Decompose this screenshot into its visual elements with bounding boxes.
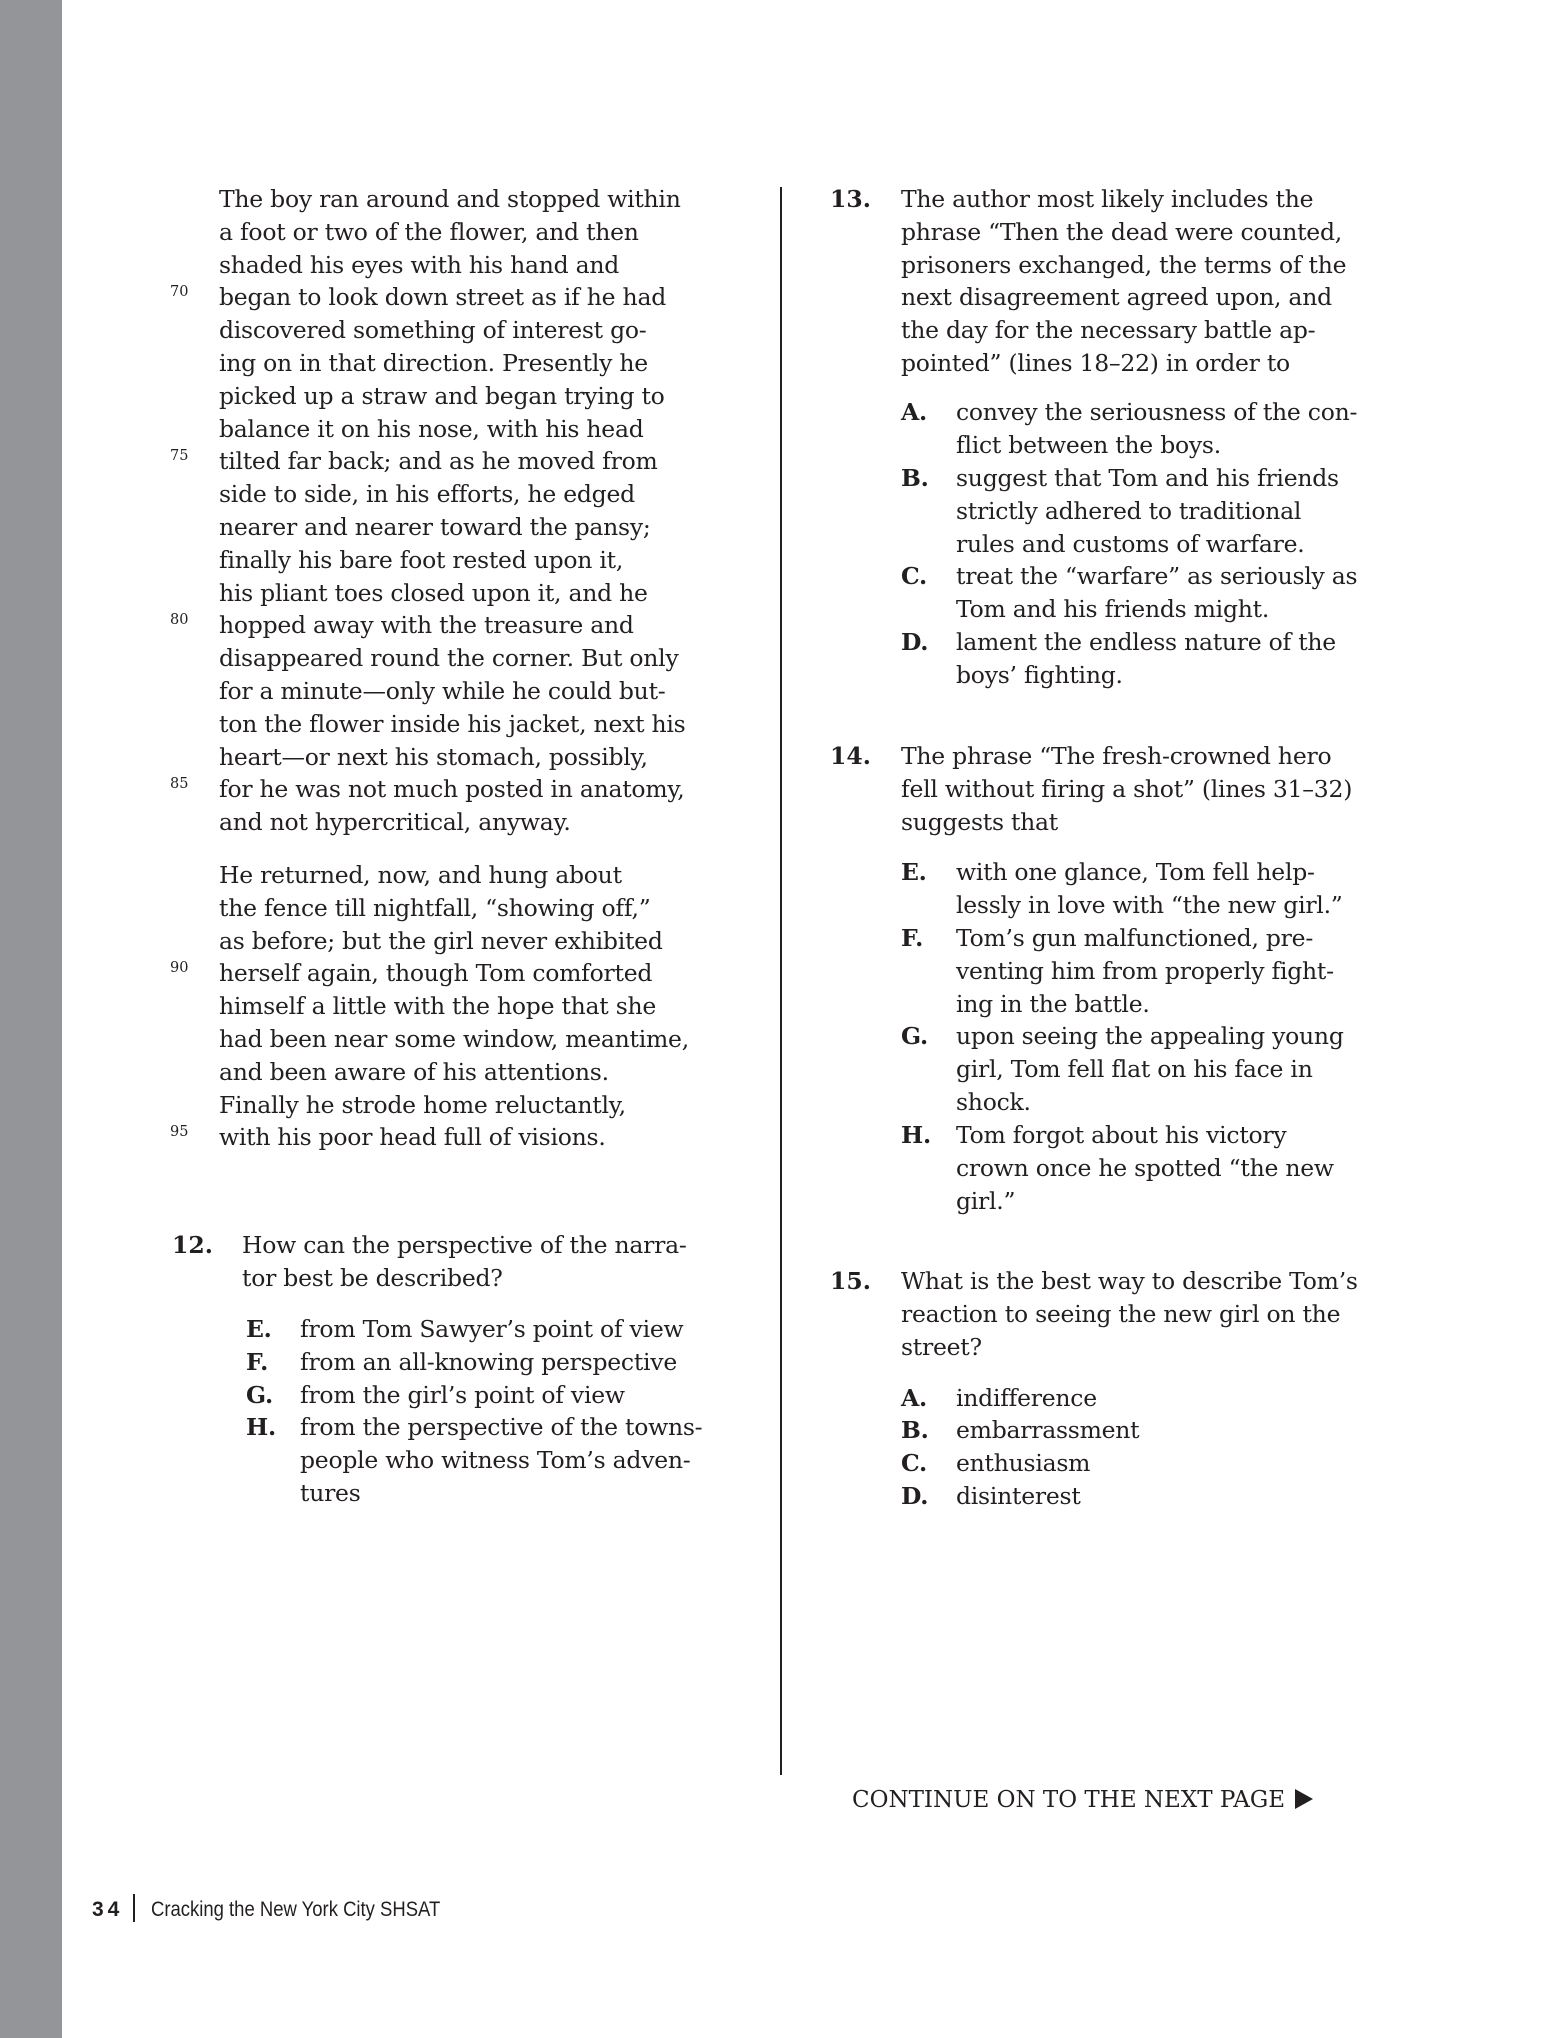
page-number: 34 [92, 1898, 124, 1921]
option-text [956, 396, 1357, 462]
option-line: venting him from properly fight- [956, 956, 1334, 985]
option-letter: H. [246, 1413, 276, 1441]
passage-line: ton the flower inside his jacket, next his [219, 709, 686, 738]
column-divider [780, 187, 782, 1775]
option-letter: F. [246, 1348, 269, 1376]
option-letter: B. [901, 1416, 929, 1444]
option-line: Tom’s gun malfunctioned, pre- [956, 924, 1314, 952]
question-number: 13. [830, 185, 871, 213]
option-line: tures [300, 1478, 361, 1507]
passage-line: for he was not much posted in anatomy, [219, 775, 685, 804]
continue-notice [852, 1787, 1313, 1813]
option-text [956, 560, 1357, 626]
option-line: lament the endless nature of the [956, 628, 1336, 656]
passage-line: picked up a straw and began trying to [219, 381, 665, 410]
option-line: treat the “warfare” as seriously as [956, 562, 1358, 590]
passage-line: and not hypercritical, anyway. [219, 808, 571, 837]
option-letter: C. [901, 562, 927, 590]
passage-line: The boy ran around and stopped within [219, 185, 681, 213]
passage-line: the fence till nightfall, “showing off,” [219, 893, 651, 922]
question-line: tor best be described? [242, 1263, 503, 1292]
option-text [956, 626, 1336, 692]
option-text: embarrassment [956, 1416, 1140, 1444]
passage-line: shaded his eyes with his hand and [219, 250, 620, 279]
passage-line: a foot or two of the flower, and then [219, 217, 639, 246]
option-line: shock. [956, 1087, 1031, 1116]
line-number: 70 [170, 284, 189, 300]
option-line: upon seeing the appealing young [956, 1022, 1344, 1050]
question-line: street? [901, 1332, 982, 1361]
passage-line: himself a little with the hope that she [219, 992, 657, 1021]
option-line: girl.” [956, 1186, 1016, 1215]
right-triangle-icon [1295, 1789, 1313, 1809]
line-number: 90 [170, 960, 189, 976]
passage-line: tilted far back; and as he moved from [219, 447, 658, 476]
passage-paragraph-1 [219, 183, 685, 839]
page-edge-strip [0, 0, 62, 2038]
option-text [956, 856, 1343, 922]
question-line: phrase “Then the dead were counted, [901, 217, 1342, 246]
option-text [956, 1020, 1344, 1118]
passage-line: heart—or next his stomach, possibly, [219, 742, 648, 771]
option-letter: E. [901, 858, 927, 886]
option-letter: D. [901, 1482, 929, 1510]
passage-line: as before; but the girl never exhibited [219, 926, 663, 955]
question-line: reaction to seeing the new girl on the [901, 1299, 1341, 1328]
option-text: from Tom Sawyer’s point of view [300, 1315, 684, 1343]
option-line: girl, Tom fell flat on his face in [956, 1054, 1313, 1083]
option-line: strictly adhered to traditional [956, 496, 1302, 525]
option-line: convey the seriousness of the con- [956, 398, 1358, 426]
passage-line: with his poor head full of visions. [219, 1123, 606, 1152]
option-text: from the girl’s point of view [300, 1381, 625, 1409]
passage-line: for a minute—only while he could but- [219, 676, 666, 705]
passage-line: discovered something of interest go- [219, 316, 647, 345]
option-line: with one glance, Tom fell help- [956, 858, 1315, 886]
question-number: 12. [172, 1231, 213, 1259]
question-text [901, 183, 1346, 380]
question-line: How can the perspective of the narra- [242, 1231, 687, 1259]
passage-line: began to look down street as if he had [219, 283, 666, 312]
question-line: The author most likely includes the [901, 185, 1314, 213]
option-line: crown once he spotted “the new [956, 1153, 1334, 1182]
footer-separator [133, 1894, 135, 1922]
continue-label: CONTINUE ON TO THE NEXT PAGE [852, 1787, 1285, 1813]
line-number: 95 [170, 1124, 189, 1140]
book-title: Cracking the New York City SHSAT [151, 1898, 441, 1921]
option-letter: A. [901, 398, 927, 426]
option-text: disinterest [956, 1482, 1081, 1510]
question-line: next disagreement agreed upon, and [901, 283, 1332, 312]
option-line: Tom forgot about his victory [956, 1121, 1287, 1149]
option-letter: C. [901, 1449, 927, 1477]
question-line: The phrase “The fresh-crowned hero [901, 742, 1332, 770]
passage-paragraph-2 [219, 859, 689, 1154]
option-line: Tom and his friends might. [956, 594, 1270, 623]
line-number: 75 [170, 448, 189, 464]
option-text: from an all-knowing perspective [300, 1348, 677, 1376]
option-line: people who witness Tom’s adven- [300, 1445, 691, 1474]
question-line: suggests that [901, 807, 1059, 836]
line-number: 85 [170, 776, 189, 792]
question-line: fell without firing a shot” (lines 31–32) [901, 774, 1353, 803]
option-text [956, 462, 1339, 560]
option-letter: B. [901, 464, 929, 492]
passage-line: disappeared round the corner. But only [219, 644, 679, 673]
option-line: ing in the battle. [956, 989, 1150, 1018]
page-footer [92, 1894, 480, 1922]
option-text [300, 1411, 702, 1509]
option-line: suggest that Tom and his friends [956, 464, 1339, 492]
passage-line: herself again, though Tom comforted [219, 959, 653, 988]
question-line: pointed” (lines 18–22) in order to [901, 348, 1290, 377]
option-letter: H. [901, 1121, 931, 1149]
question-text [242, 1229, 687, 1295]
option-letter: G. [246, 1381, 273, 1409]
option-line: boys’ fighting. [956, 660, 1123, 689]
passage-line: side to side, in his efforts, he edged [219, 480, 635, 509]
option-letter: E. [246, 1315, 272, 1343]
passage-line: hopped away with the treasure and [219, 611, 634, 640]
option-line: rules and customs of warfare. [956, 529, 1305, 558]
option-text: indifference [956, 1384, 1097, 1412]
passage-line: ing on in that direction. Presently he [219, 348, 648, 377]
passage-line: nearer and nearer toward the pansy; [219, 512, 651, 541]
passage-line: finally his bare foot rested upon it, [219, 545, 624, 574]
option-text: enthusiasm [956, 1449, 1091, 1477]
option-letter: A. [901, 1384, 927, 1412]
passage-line: his pliant toes closed upon it, and he [219, 578, 648, 607]
question-number: 15. [830, 1267, 871, 1295]
option-line: flict between the boys. [956, 430, 1221, 459]
option-letter: G. [901, 1022, 928, 1050]
option-text [956, 922, 1334, 1020]
question-line: prisoners exchanged, the terms of the [901, 250, 1347, 279]
question-number: 14. [830, 742, 871, 770]
question-text [901, 1265, 1358, 1363]
option-letter: F. [901, 924, 924, 952]
question-line: the day for the necessary battle ap- [901, 316, 1316, 345]
passage-line: balance it on his nose, with his head [219, 414, 644, 443]
passage-line: and been aware of his attentions. [219, 1057, 609, 1086]
passage-line: Finally he strode home reluctantly, [219, 1090, 626, 1119]
option-letter: D. [901, 628, 929, 656]
passage-line: He returned, now, and hung about [219, 861, 622, 889]
passage-line: had been near some window, meantime, [219, 1024, 689, 1053]
question-line: What is the best way to describe Tom’s [901, 1267, 1358, 1295]
option-text [956, 1119, 1334, 1217]
option-line: lessly in love with “the new girl.” [956, 890, 1343, 919]
option-line: from the perspective of the towns- [300, 1413, 703, 1441]
line-number: 80 [170, 612, 189, 628]
question-text [901, 740, 1352, 838]
